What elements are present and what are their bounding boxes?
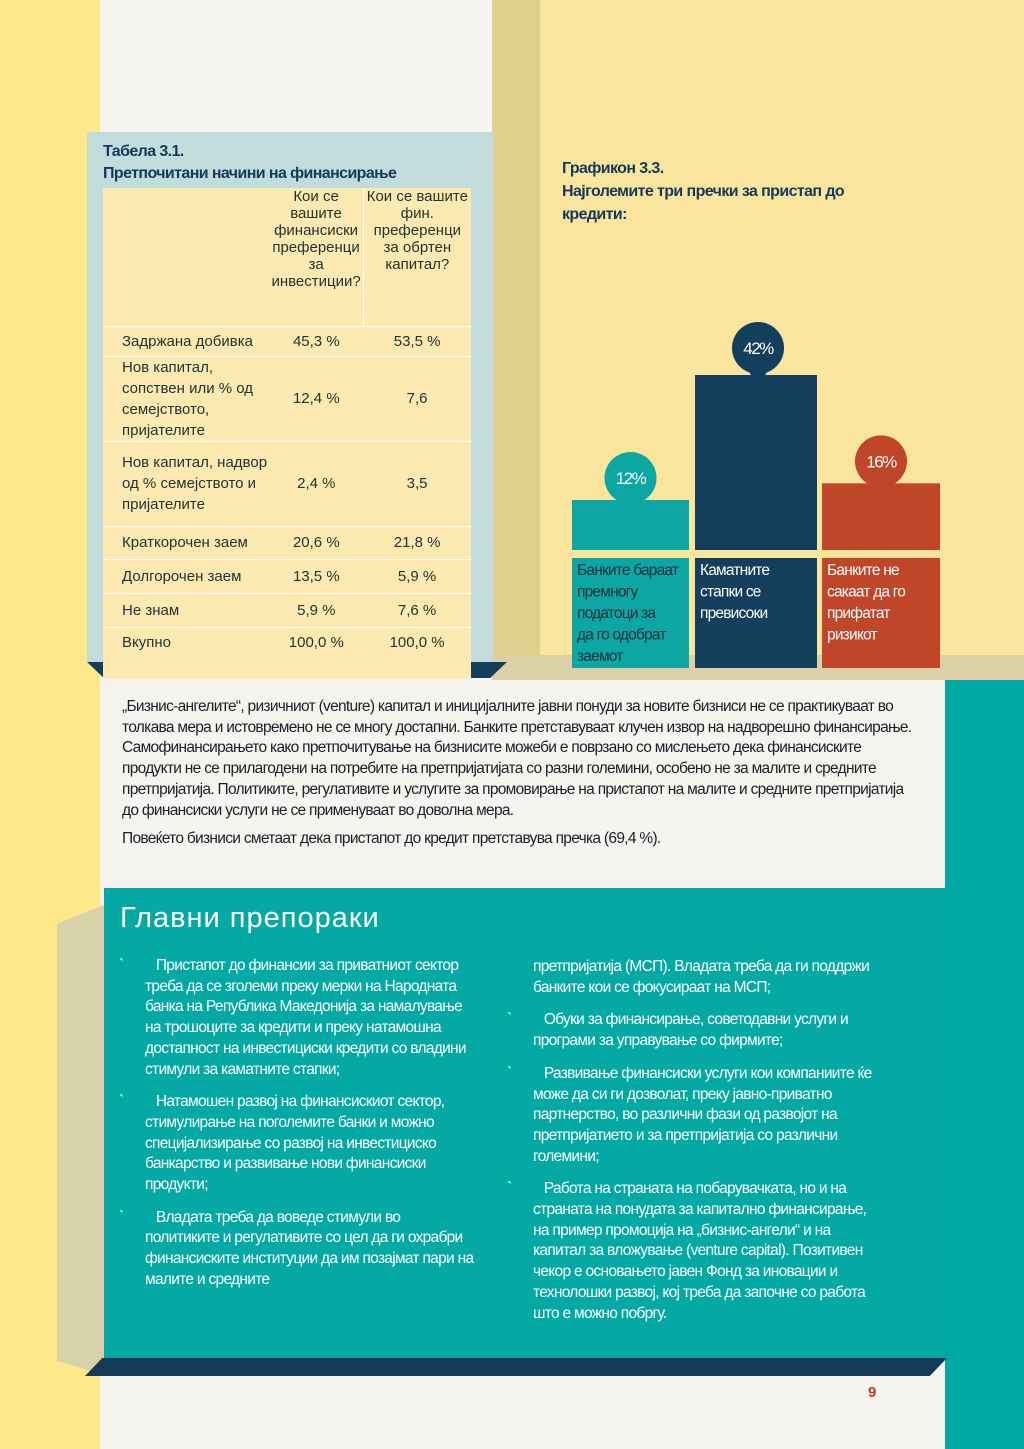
table-number: Табела 3.1. [103,143,184,160]
recommendation-text: Пристапот до финансии за приватниот сектор треба да се зголеми преку мерки на Народната банка на Република Македонија за намалување на трошоците за кредити и преку натамошна достапност на инвестициски кредити со владини стимули за каматните стапки; [145,957,466,1078]
chart-panel-shadow [492,0,540,680]
row-label: Вкупно [103,627,269,679]
bullet-mark: ` [507,1011,512,1029]
recommendation-item [119,1208,475,1291]
recommendation-text: Обуки за финансирање, советодавни услуги и програми за управување со фирмите; [533,1011,848,1050]
row-label: Не знам [103,593,269,627]
row-label: Нов капитал, надвор од % семејството и пријателите [103,441,269,526]
table-header-working-capital: Кои се вашите фин. преференци за обртен капитал? [366,188,468,273]
row-label: Краткорочен заем [103,526,269,559]
table-title [103,141,483,185]
body-paragraph: „Бизнис-ангелите“, ризичниот (venture) капитал и иницијалните јавни понуди за новите бизниси не се практикуваат во толкава мера и истовремено не се многу достапни. Банките претставуваат клучен извор на надворешно финансирање. Самофинансирањето како претпочитување на бизнисите можеби е поврзано со мислењето дека финансиските продукти не се прилагодени на потребите на претпријатијата со разни големини, особено не за малите и средните претпријатија. Политиките, регулативите и услугите за промовирање на пристапот на малите и средните претпријатија до финансиски услуги не се применуваат во доволна мера. [122,698,912,819]
chart-category-label: Каматните [700,562,770,579]
row-value-working-capital: 3,5 [363,441,471,526]
row-value-working-capital: 100,0 % [363,627,471,679]
row-value-working-capital: 7,6 % [363,593,471,627]
bullet-mark: ` [507,1064,512,1082]
chart-category-label: премногу [577,583,638,601]
chart-number: Графикон 3.3. [562,160,664,177]
chart-title [562,157,902,226]
recommendation-item [507,1010,878,1051]
row-value-investment: 2,4 % [269,441,363,526]
row-label: Долгорочен заем [103,559,269,593]
bullet-mark: ` [119,957,124,974]
table-row [103,526,471,559]
financing-table [103,188,471,679]
row-value-investment: 20,6 % [269,526,363,559]
chart-category-label: ризикот [827,626,877,644]
table-row [103,326,471,356]
bar-chart [540,300,960,672]
row-value-investment: 13,5 % [269,559,363,593]
chart-value-label: 42% [743,339,773,358]
recommendation-item [507,1179,878,1324]
row-label: Задржана добивка [103,326,269,356]
chart-category-label: Банките не [827,562,899,579]
recommendation-item [119,956,475,1080]
chart-category-label: сакаат да го [827,583,906,601]
recommendations-heading: Главни препораки [120,902,380,934]
chart-category-label: да го одобрат [577,626,666,644]
table-row [103,593,471,627]
recommendations-column-left [119,956,475,1303]
recommendations-shadow-bottom [85,1358,947,1376]
row-value-investment: 100,0 % [269,627,363,679]
chart-category-label: превисоки [700,605,768,622]
background-teal-block [945,670,1024,1449]
table-row [103,559,471,593]
recommendation-item [119,1092,475,1196]
row-value-investment: 45,3 % [269,326,363,356]
chart-category-label: прифатат [827,605,890,622]
row-label: Нов капитал, сопствен или % од семејството, пријателите [103,356,269,441]
table-caption: Претпочитани начини на финансирање [103,165,397,182]
recommendations-column-right [507,957,878,1336]
recommendation-text: Владата треба да воведе стимули во политиките и регулативите со цел да ги охрабри финансиските институции да им позајмат пари на малите и средните [145,1208,474,1288]
row-value-investment: 5,9 % [269,593,363,627]
page-number: 9 [868,1384,877,1401]
body-paragraph: Повеќето бизниси сметаат дека пристапот до кредит претставува пречка (69,4 %). [122,830,661,848]
chart-caption-line: Најголемите три пречки за пристап до [562,183,845,200]
table-row [103,441,471,526]
recommendation-text: Работа на страната на побарувачката, но и на страната на понудата за капитално финансирање, на пример промоција на „бизнис-ангели“ и на капитал за вложување (venture capital). Позитивен чекор е основањето јавен Фонд за иновации и технолошки развој, кој треба да започне со работа што е можно побргу. [533,1180,867,1322]
bullet-mark: ` [507,1180,512,1198]
chart-category-label: стапки се [700,583,761,601]
table-corner [103,188,269,326]
recommendations-shadow [57,905,104,1375]
chart-category-label: податоци за [577,605,656,622]
table-header-investment: Кои се вашите финансиски преференци за инвестиции? [269,188,363,326]
chart-bar [695,375,817,550]
chart-caption-line: кредити: [562,206,627,223]
chart-category-label: Банките бараат [577,562,679,579]
table-row [103,627,471,679]
chart-category-label: заемот [577,648,623,665]
bullet-mark: ` [119,1208,124,1226]
row-value-working-capital: 53,5 % [363,326,471,356]
recommendation-continuation: претпријатија (МСП). Владата треба да ги поддржи банките кои се фокусираат на МСП; [533,958,870,996]
table-row [103,356,471,441]
bullet-mark: ` [119,1093,124,1111]
row-value-working-capital: 21,8 % [363,526,471,559]
row-value-working-capital: 5,9 % [363,559,471,593]
recommendation-text: Развивање финансиски услуги кои компаниите ќе може да си ги дозволат, преку јавно-приватно партнерство, во различни фази од развојот на претпријатието и за претпријатија со различни големини; [533,1064,872,1165]
recommendation-item [507,1064,878,1168]
recommendation-text: Натамошен развој на финансискиот сектор, стимулирање на поголемите банки и можно специјализирање со развој на инвестициско банкарство и развивање нови финансиски продукти; [145,1093,445,1194]
chart-value-label: 12% [615,469,646,488]
row-value-investment: 12,4 % [269,356,363,441]
body-text [122,697,922,858]
row-value-working-capital: 7,6 [363,356,471,441]
chart-value-label: 16% [866,452,896,472]
